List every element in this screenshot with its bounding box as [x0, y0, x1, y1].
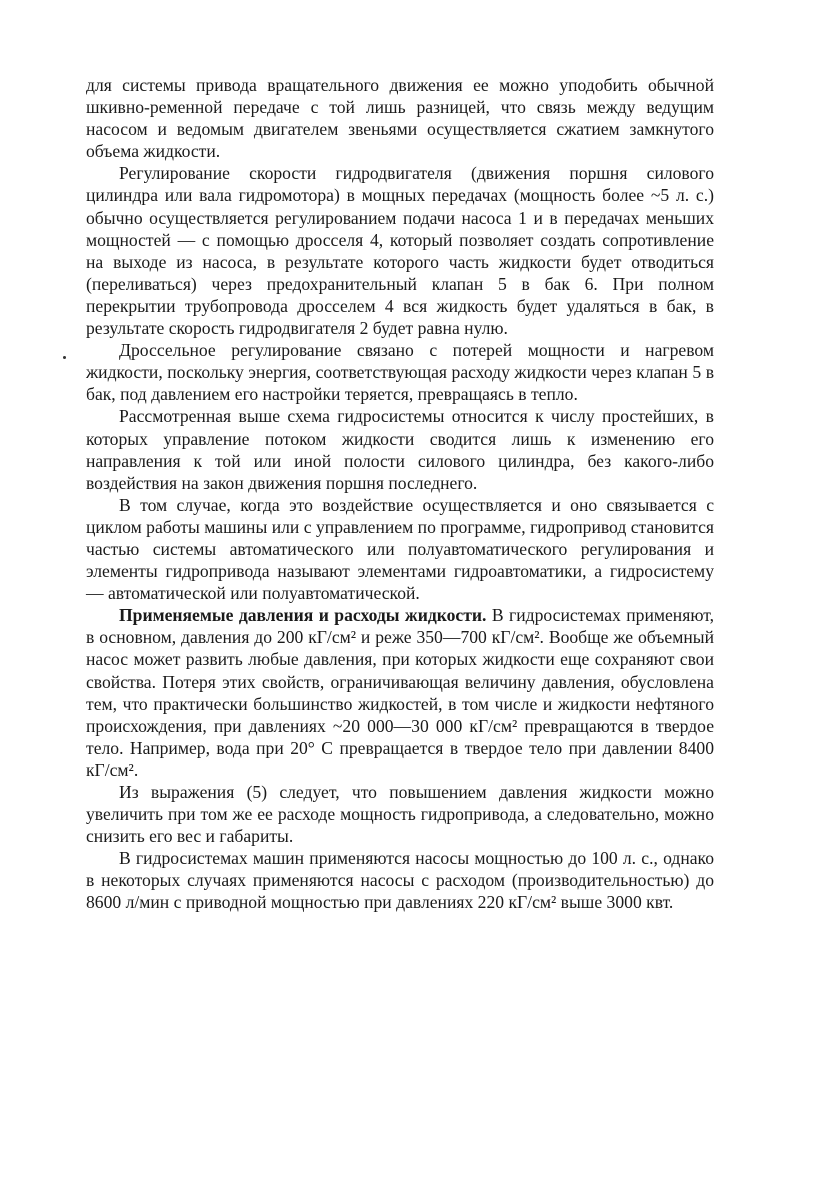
paragraph-3: Дроссельное регулирование связано с потерей мощности и нагревом жидкости, поскольку энергия, соответствующая расходу жидкости через клапан 5 в бак, под давлением его настройки теряется, превращаясь в тепло. [86, 340, 714, 405]
paragraph-2: Регулирование скорости гидродвигателя (движения поршня силового цилиндра или вала гидромотора) в мощных передачах (мощность более ~5 л. с.) обычно осуществляется регулированием подачи насоса 1 и в передачах меньших мощностей — с помощью дросселя 4, который позволяет создать сопротивление на выходе из насоса, в результате которого часть жидкости будет отводиться (переливаться) через предохранительный клапан 5 в бак 6. При полном перекрытии трубопровода дросселем 4 вся жидкость будет удаляться в бак, в результате скорость гидродвигателя 2 будет равна нулю. [86, 163, 714, 339]
paragraph-5: В том случае, когда это воздействие осуществляется и оно связывается с циклом работы машины или с управлением по программе, гидропривод становится частью системы автоматического или полуавтоматического регулирования и элементы гидропривода называют элементами гидроавтоматики, а гидросистему — автоматической или полуавтоматической. [86, 494, 714, 604]
section-heading: Применяемые давления и расходы жидкости. [119, 605, 487, 626]
scan-speck [63, 356, 66, 359]
paragraph-6-body: В гидросистемах применяют, в основном, давления до 200 кГ/см² и реже 350—700 кГ/см². Вообще же объемный насос может развить любые давления, при которых жидкости еще сохраняют свои свойства. Потеря этих свойств, ограничивающая величину давления, обусловлена тем, что практически большинство жидкостей, в том числе и жидкости нефтяного происхождения, при давлениях ~20 000—30 000 кГ/см² превращаются в твердое тело. Например, вода при 20° С превращается в твердое тело при давлении 8400 кГ/см². [86, 605, 714, 780]
paragraph-7: Из выражения (5) следует, что повышением давления жидкости можно увеличить при том же ее расходе мощность гидропривода, а следовательно, можно снизить его вес и габариты. [86, 782, 714, 847]
paragraph-6 [86, 604, 714, 781]
paragraph-4: Рассмотренная выше схема гидросистемы относится к числу простейших, в которых управление потоком жидкости сводится лишь к изменению его направления к той или иной полости силового цилиндра, без какого-либо воздействия на закон движения поршня последнего. [86, 406, 714, 493]
document-page [86, 74, 714, 914]
paragraph-8: В гидросистемах машин применяются насосы мощностью до 100 л. с., однако в некоторых случаях применяются насосы с расходом (производительностью) до 8600 л/мин с приводной мощностью при давлениях 220 кГ/см² выше 3000 квт. [86, 848, 714, 913]
paragraph-1: для системы привода вращательного движения ее можно уподобить обычной шкивно-ременной передаче с той лишь разницей, что связь между ведущим насосом и ведомым двигателем звеньями осуществляется сжатием замкнутого объема жидкости. [86, 75, 714, 162]
